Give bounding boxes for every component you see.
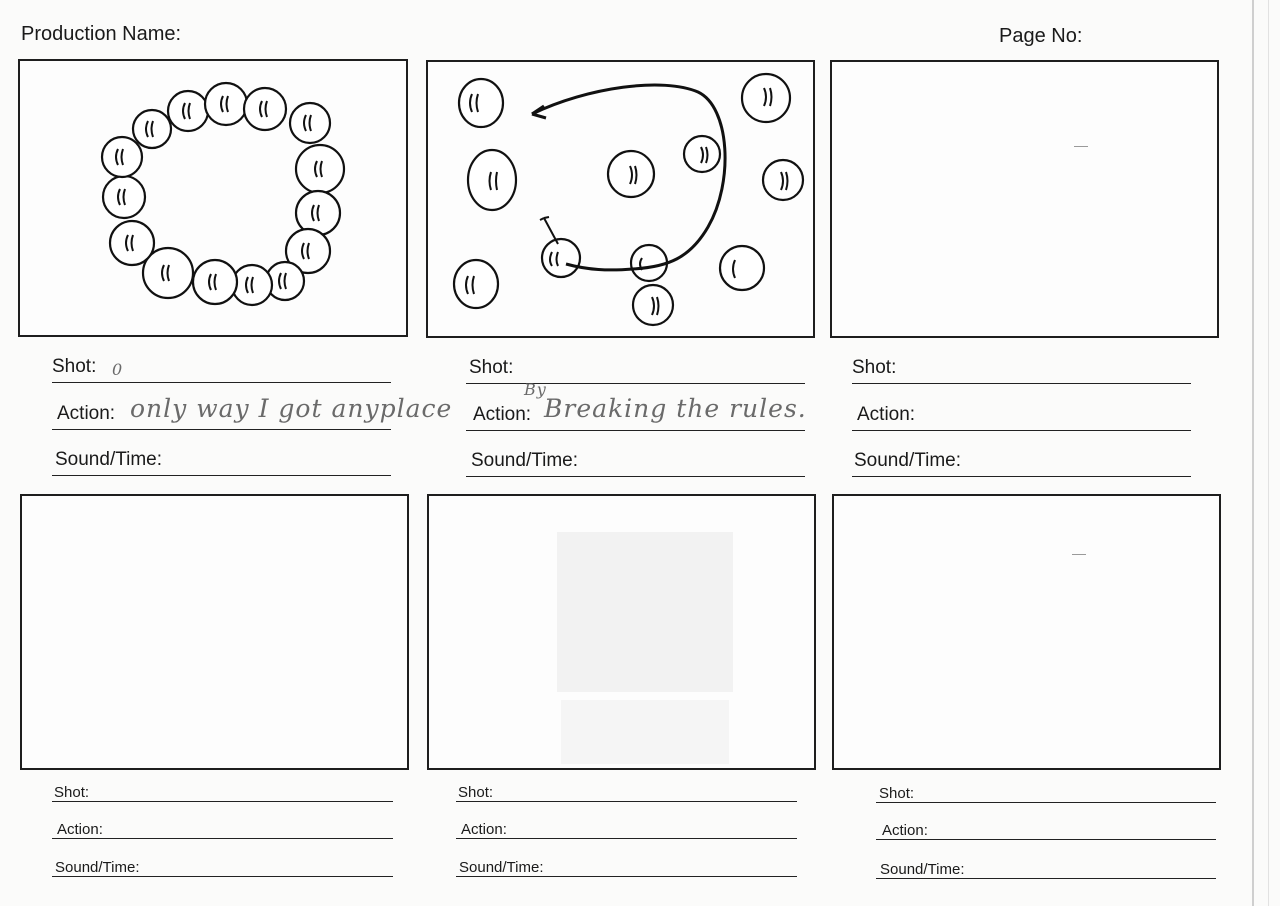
action-label: Action:: [473, 404, 532, 425]
action-field-6[interactable]: [876, 821, 1216, 840]
action-label: Action:: [882, 822, 928, 839]
storyboard-frame-4: [20, 494, 409, 770]
sound-time-label: Sound/Time:: [471, 450, 579, 471]
sound-time-label: Sound/Time:: [459, 859, 544, 876]
storyboard-frame-1: [18, 59, 408, 337]
sound-time-label: Sound/Time:: [880, 861, 965, 878]
storyboard-frame-3: [830, 60, 1219, 338]
circle-of-heads-sketch: [20, 61, 406, 335]
shot-label: Shot:: [469, 357, 514, 378]
storyboard-frame-2: [426, 60, 815, 338]
shot-field-1[interactable]: [52, 356, 391, 383]
sound-time-field-1[interactable]: [52, 449, 391, 476]
page-edge-shadow: [1268, 0, 1269, 906]
handwritten-action-note: Breaking the rules.: [544, 394, 807, 423]
action-field-3[interactable]: [852, 404, 1191, 431]
sound-time-field-2[interactable]: [466, 450, 805, 477]
action-label: Action:: [461, 821, 507, 838]
sound-time-field-5[interactable]: [456, 858, 797, 877]
shot-field-4[interactable]: [52, 783, 393, 802]
shot-field-2[interactable]: [466, 357, 805, 384]
shot-label: Shot:: [852, 357, 897, 378]
faint-smudge: [561, 700, 729, 764]
shot-label: Shot:: [879, 785, 915, 802]
sound-time-label: Sound/Time:: [55, 859, 140, 876]
sound-time-label: Sound/Time:: [55, 449, 163, 470]
shot-label: Shot:: [458, 784, 494, 801]
shot-field-5[interactable]: [456, 783, 797, 802]
action-field-4[interactable]: [52, 820, 393, 839]
shot-field-6[interactable]: [876, 784, 1216, 803]
storyboard-frame-6: [832, 494, 1221, 770]
sound-time-field-4[interactable]: [52, 858, 393, 877]
production-name-label: Production Name:: [21, 23, 182, 45]
handwritten-action-note: only way I got anyplace: [130, 394, 453, 423]
handwritten-action-prefix: By: [524, 380, 547, 399]
page-number-label: Page No:: [999, 25, 1083, 47]
shot-label: Shot:: [54, 784, 90, 801]
page-edge-shadow: [1252, 0, 1254, 906]
shot-label: Shot:: [52, 356, 97, 377]
handwritten-shot-note: 0: [112, 360, 124, 379]
action-label: Action:: [57, 403, 116, 424]
stray-mark: [1072, 554, 1086, 555]
faint-smudge: [557, 532, 733, 692]
storyboard-frame-5: [427, 494, 816, 770]
sound-time-label: Sound/Time:: [854, 450, 962, 471]
action-label: Action:: [857, 404, 916, 425]
sound-time-field-3[interactable]: [852, 450, 1191, 477]
action-field-5[interactable]: [456, 820, 797, 839]
sound-time-field-6[interactable]: [876, 860, 1216, 879]
shot-field-3[interactable]: [852, 357, 1191, 384]
scattered-heads-sketch: [428, 62, 813, 336]
action-label: Action:: [57, 821, 103, 838]
stray-mark: [1074, 146, 1088, 147]
